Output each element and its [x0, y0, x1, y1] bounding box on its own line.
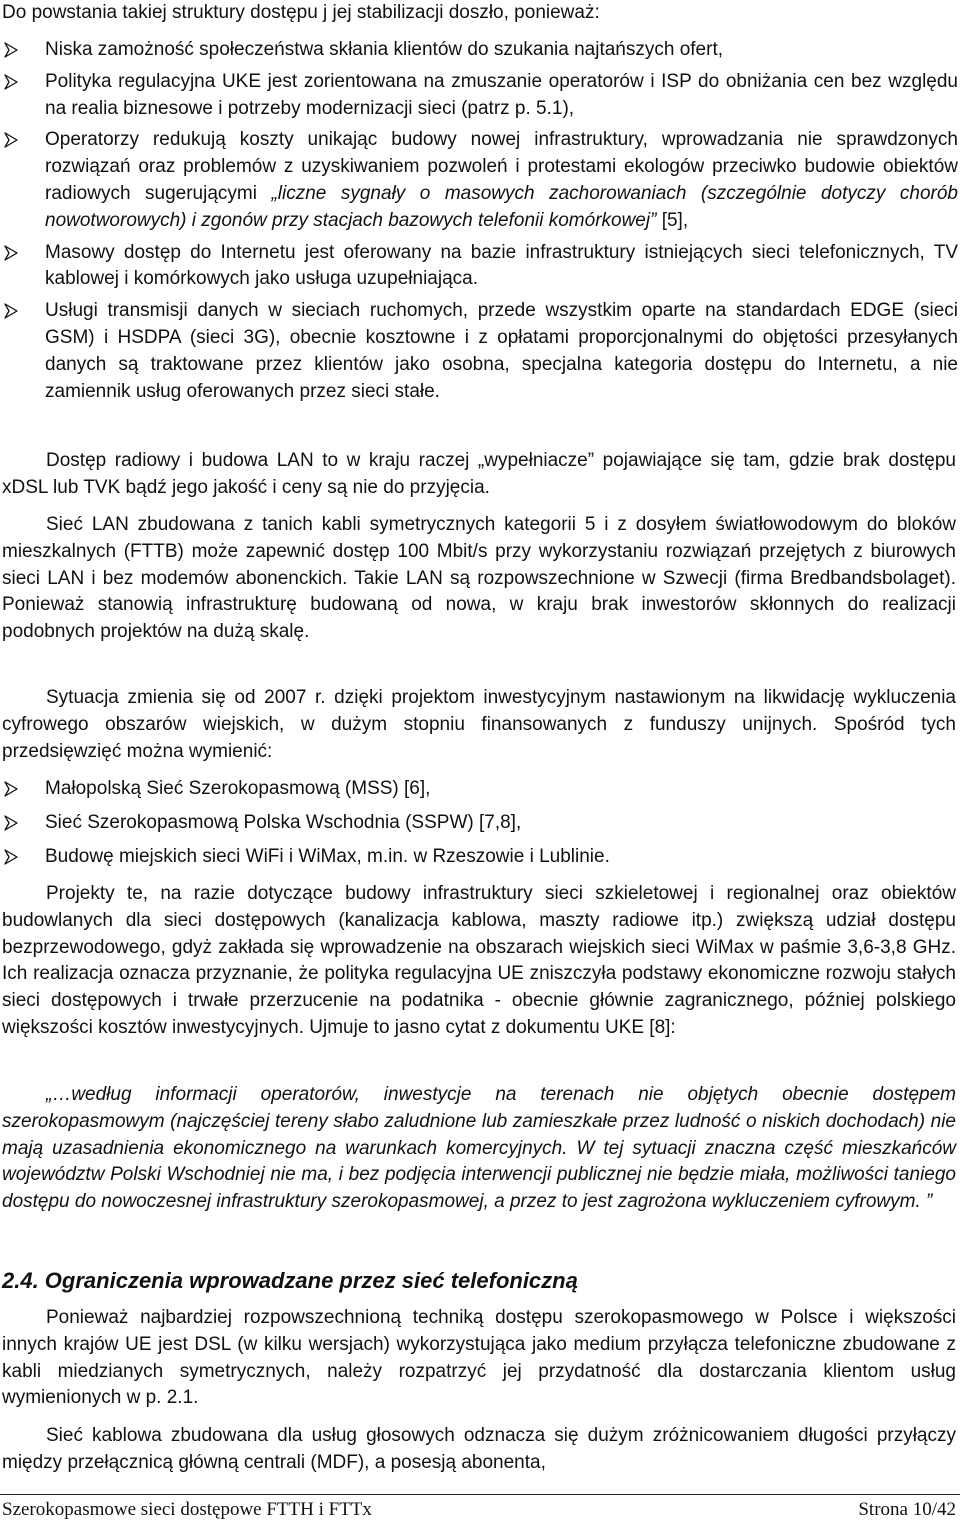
project-text: Małopolską Sieć Szerokopasmową (MSS) [6],: [45, 778, 431, 799]
reason-text: Operatorzy redukują koszty unikając budowy nowej infrastruktury, wprowadzania nie sprawdzonych rozwiązań oraz problemów z uzyskiwaniem pozwoleń i protestami ekologów przeciwko budowie obiektów radiowych sugerującymi: [45, 129, 958, 204]
arrow-bullet-icon: [3, 303, 19, 319]
list-item: [0, 127, 958, 234]
arrow-bullet-icon: [3, 815, 19, 831]
list-item: [0, 810, 958, 837]
project-text: Budowę miejskich sieci WiFi i WiMax, m.in. w Rzeszowie i Lublinie.: [45, 845, 610, 867]
reasons-list: [0, 37, 958, 410]
reason-text: Usługi transmisji danych w sieciach ruchomych, przede wszystkim oparte na standardach EDGE (sieci GSM) i HSDPA (sieci 3G), obecnie kosztowne i z opłatami proporcjonalnymi do objętości przesyłanych danych są traktowane przez klientów jako osobna, specjalna kategoria dostępu do Internetu, a nie zamiennik usług oferowanych przez sieci stałe.: [45, 300, 958, 402]
uke-quote: „…według informacji operatorów, inwestycje na terenach nie objętych obecnie dostępem szerokopasmowym (najczęściej tereny słabo zaludnione lub zamieszkałe przez ludność o niskich dochodach) nie mają uzasadnienia ekonomicznego na warunkach komercyjnych. W tej sytuacji znaczna część mieszkańców województw Polski Wschodniej nie ma, i bez podjęcia interwencji publicznej nie będzie miała, możliwości taniego dostępu do nowoczesnej infrastruktury szerokopasmowej, a przez to jest zagrożona wykluczeniem cyfrowym. ”: [2, 1084, 956, 1213]
reason-text: Masowy dostęp do Internetu jest oferowany na bazie infrastruktury istniejących sieci telefonicznych, TV kablowej i komórkowych jako usługa uzupełniająca.: [45, 241, 958, 290]
arrow-bullet-icon: [3, 245, 19, 261]
arrow-bullet-icon: [3, 781, 19, 797]
list-item: [0, 298, 958, 405]
arrow-bullet-icon: [3, 849, 19, 865]
arrow-bullet-icon: [3, 132, 19, 148]
reason-text: Niska zamożność społeczeństwa skłania klientów do szukania najtańszych ofert,: [45, 39, 723, 60]
reason-text: Polityka regulacyjna UKE jest zorientowana na zmuszanie operatorów i ISP do obniżania cen bez względu na realia biznesowe i potrzeby modernizacji sieci (patrz p. 5.1),: [45, 70, 958, 119]
list-item: [0, 240, 958, 294]
arrow-bullet-icon: [3, 42, 19, 58]
page-number: Strona 10/42: [858, 1499, 956, 1520]
list-item: [0, 69, 958, 123]
intro-paragraph: Do powstania takiej struktury dostępu j jej stabilizacji doszło, ponieważ:: [2, 2, 600, 23]
paragraph-radio: Dostęp radiowy i budowa LAN to w kraju raczej „wypełniacze” pojawiające się tam, gdzie brak dostępu xDSL lub TVK bądź jego jakość i ceny są nie do przyjęcia.: [2, 450, 956, 498]
list-item: [0, 37, 958, 64]
paragraph-projekty: Projekty te, na razie dotyczące budowy infrastruktury sieci szkieletowej i regionalnej oraz obiektów budowlanych dla sieci dostępowych (kanalizacja kablowa, maszty radiowe itp.) zwiększą udział dostępu bezprzewodowego, gdyż zakłada się wprowadzenie na obszarach wiejskich sieci WiMax w paśmie 3,6-3,8 GHz. Ich realizacja oznacza przyznanie, że polityka regulacyjna UE zniszczyła podstawy ekonomiczne rozwoju stałych sieci dostępowych i trwałe przerzucenie na podatnika - obecnie głównie zagranicznego, później polskiego większości kosztów inwestycyjnych. Ujmuje to jasno cytat z dokumentu UKE [8]:: [2, 883, 956, 1038]
arrow-bullet-icon: [3, 74, 19, 90]
list-item: [0, 844, 958, 871]
reason-quote: „liczne sygnały o masowych zachorowaniach (szczególnie dotyczy chorób nowotworowych) i zgonów przy stacjach bazowych telefonii komórkowej”: [45, 182, 958, 231]
footer-divider: [0, 1494, 960, 1495]
footer-title: Szerokopasmowe sieci dostępowe FTTH i FTTx: [2, 1499, 372, 1520]
projects-list: [0, 776, 958, 877]
section-heading: 2.4. Ograniczenia wprowadzane przez sieć telefoniczną: [2, 1268, 578, 1293]
list-item: [0, 776, 958, 803]
project-text: Sieć Szerokopasmową Polska Wschodnia (SSPW) [7,8],: [45, 811, 522, 833]
paragraph-dsl: Ponieważ najbardziej rozpowszechnioną techniką dostępu szerokopasmowego w Polsce i większości innych krajów UE jest DSL (w kilku wersjach) wykorzystująca jako medium przyłącza telefoniczne zbudowane z kabli miedzianych symetrycznych, należy rozpatrzyć jej przydatność dla dostarczania klientom usług wymienionych w p. 2.1.: [2, 1307, 956, 1409]
paragraph-2007: Sytuacja zmienia się od 2007 r. dzięki projektom inwestycyjnym nastawionym na likwidację wykluczenia cyfrowego obszarów wiejskich, w dużym stopniu finansowanych z funduszy unijnych. Spośród tych przedsięwzięć można wymienić:: [2, 687, 956, 762]
reason-citation: [5],: [656, 209, 689, 231]
paragraph-lan: Sieć LAN zbudowana z tanich kabli symetrycznych kategorii 5 i z dosyłem światłowodowym do bloków mieszkalnych (FTTB) może zapewnić dostęp 100 Mbit/s przy wykorzystaniu rozwiązań przejętych z biurowych sieci LAN i bez modemów abonenckich. Takie LAN są rozpowszechnione w Szwecji (firma Bredbandsbolaget). Ponieważ stanowią infrastrukturę budowaną od nowa, w kraju brak inwestorów skłonnych do realizacji podobnych projektów na dużą skalę.: [2, 514, 956, 643]
paragraph-kablowa: Sieć kablowa zbudowana dla usług głosowych odznacza się dużym zróżnicowaniem długości przyłączy między przełącznicą główną centrali (MDF), a posesją abonenta,: [2, 1425, 956, 1473]
